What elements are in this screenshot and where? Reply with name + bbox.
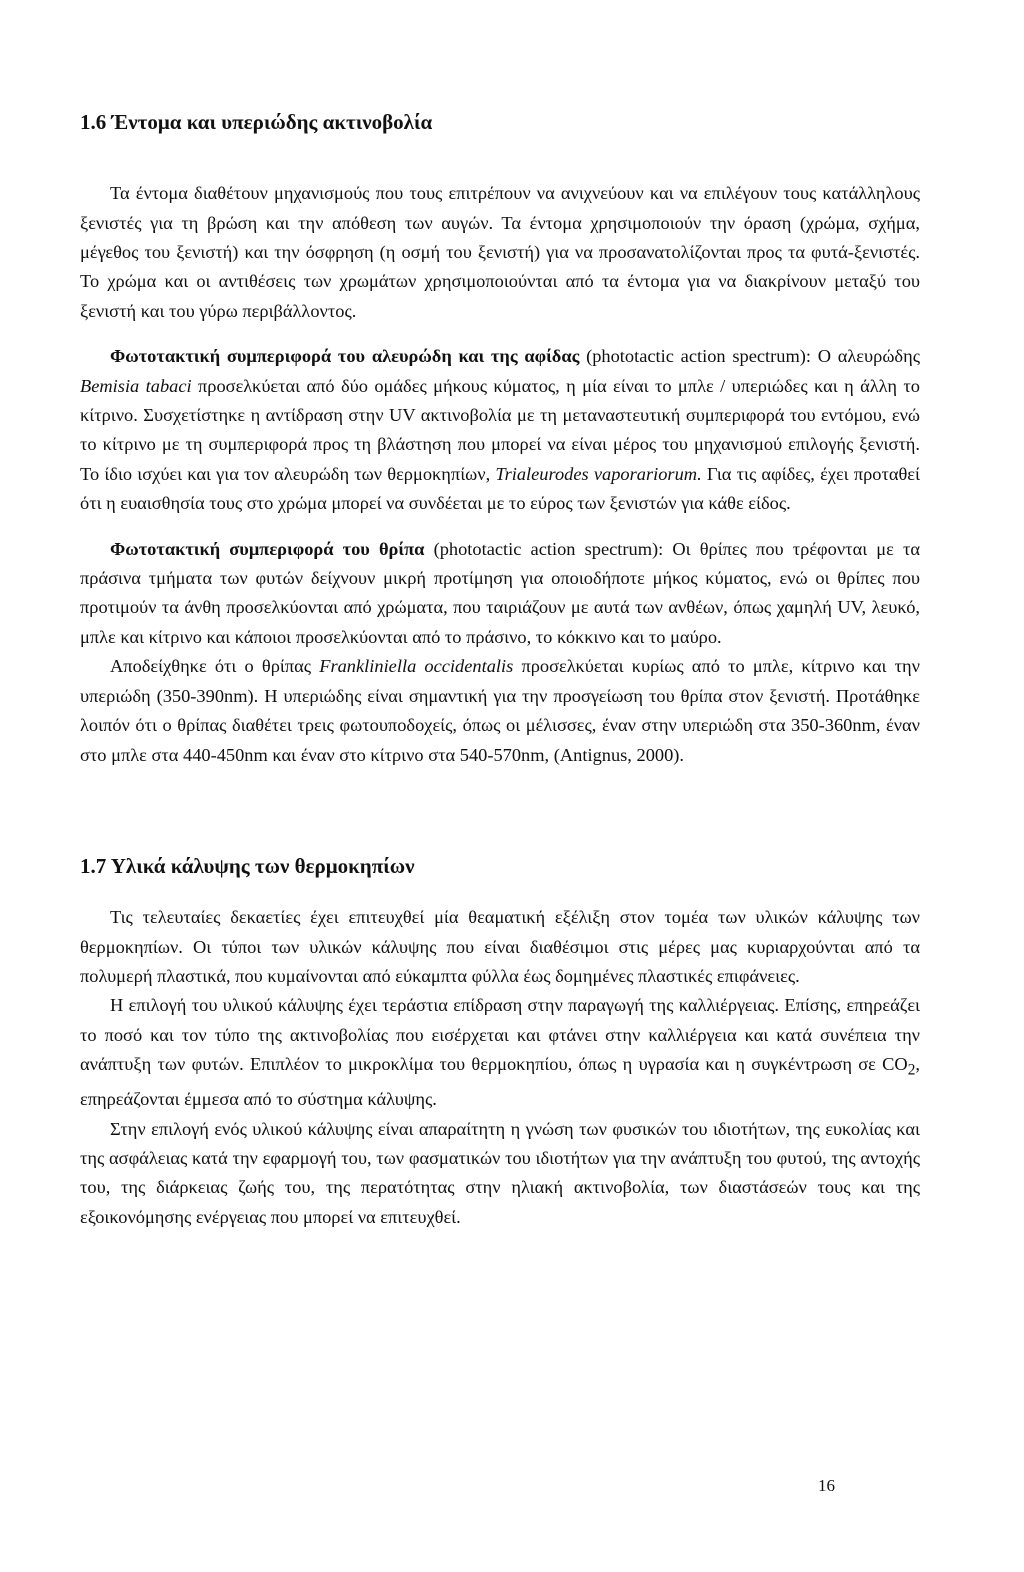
bold-term-whitefly-aphid: Φωτοτακτική συμπεριφορά του αλευρώδη και της αφίδας — [110, 346, 580, 367]
paragraph-frankliniella — [80, 652, 920, 770]
paragraph-insect-host-selection: Τα έντομα διαθέτουν μηχανισμούς που τους επιτρέπουν να ανιχνεύουν και να επιλέγουν τους κατάλληλους ξενιστές για τη βρώση και την απόθεση των αυγών. Τα έντομα χρησιμοποιούν την όραση (χρώμα, σχήμα, μέγεθος του ξενιστή) και την όσφρηση (η οσμή του ξενιστή) για να προσανατολίζονται προς τα φυτά-ξενιστές. Το χρώμα και οι αντιθέσεις των χρωμάτων χρησιμοποιούνται από τα έντομα για να διακρίνουν μεταξύ του ξενιστή και του γύρω περιβάλλοντος. — [80, 183, 920, 321]
species-name-frankliniella: Frankliniella occidentalis — [319, 656, 514, 677]
paragraph-whitefly-aphid-phototaxis — [80, 342, 920, 518]
document-page — [80, 110, 920, 1232]
paragraph-covering-selection: Στην επιλογή ενός υλικού κάλυψης είναι απαραίτητη η γνώση των φυσικών του ιδιοτήτων, της ευκολίας και της ασφάλειας κατά την εφαρμογή του, των φασματικών του ιδιοτήτων για την ανάπτυξη του φυτού, της αντοχής του, της διάρκειας ζωής του, της περατότητας στην ηλιακή ακτινοβολία, των διαστάσεών τους και της εξοικονόμησης ενέργειας που μπορεί να επιτευχθεί. — [80, 1118, 920, 1227]
page-number: 16 — [818, 1476, 835, 1495]
subscript-two: 2 — [907, 1061, 916, 1079]
bold-term-thrips: Φωτοτακτική συμπεριφορά του θρίπα — [110, 538, 425, 559]
species-name-trialeurodes: Trialeurodes vaporariorum. — [495, 463, 702, 484]
text-run: (phototactic action spectrum): Οι θρίπες που τρέφονται με τα πράσινα τμήματα των φυτών δείχνουν μικρή προτίμηση για οποιοδήποτε μήκος κύματος, ενώ οι θρίπες που προτιμούν τα άνθη προσελκύονται από χρώματα, που ταιριάζουν με αυτά των ανθέων, όπως χαμηλή UV, λευκό, μπλε και κίτρινο και κάποιοι προσελκύονται από το πράσινο, το κόκκινο και το μαύρο. — [80, 538, 921, 647]
text-run: προσελκύεται κυρίως από το μπλε, κίτρινο και την υπεριώδη (350-390nm). Η υπεριώδης είναι σημαντική για την προσγείωση του θρίπα στον ξενιστή. Προτάθηκε λοιπόν ότι ο θρίπας διαθέτει τρεις φωτουποδοχείς, όπως οι μέλισσες, έναν στην υπεριώδη στα 350-360nm, έναν στο μπλε στα 440-450nm και έναν στο κίτρινο στα 540-570nm, (Antignus, 2000). — [80, 656, 920, 765]
paragraph-covering-effects — [80, 991, 920, 1114]
text-run: Η επιλογή του υλικού κάλυψης έχει τεράστια επίδραση στην παραγωγή της καλλιέργειας. Επίσης, επηρεάζει το ποσό και τον τύπο της ακτινοβολίας που εισέρχεται και φτάνει στην καλλιέργεια και κατά συνέπεια την ανάπτυξη των φυτών. Επιπλέον το μικροκλίμα του θερμοκηπίου, όπως η υγρασία και η συγκέντρωση σε CO — [80, 995, 920, 1075]
paragraph-thrips-phototaxis — [80, 535, 920, 653]
text-run: προσελκύεται από δύο ομάδες μήκους κύματος, η μία είναι το μπλε / υπεριώδες και η άλλη το κίτρινο. Συσχετίστηκε η αντίδραση στην UV ακτινοβολία με τη μεταναστευτική συμπεριφορά του εντόμου, ενώ το κίτρινο με τη συμπεριφορά προς τη βλάστηση που μπορεί να είναι μέρος του μηχανισμού επιλογής ξενιστή. Το ίδιο ισχύει και για τον αλευρώδη των θερμοκηπίων, — [80, 375, 920, 484]
text-run: , επηρεάζονται έμμεσα από το σύστημα κάλυψης. — [80, 1054, 920, 1110]
section-heading-1-7: 1.7 Υλικά κάλυψης των θερμοκηπίων — [80, 853, 415, 878]
text-run: Για τις αφίδες, έχει προταθεί ότι η ευαισθησία τους στο χρώμα μπορεί να συνδέεται με το εύρος των ξενιστών για κάθε είδος. — [80, 463, 920, 514]
section-heading-1-6: 1.6 Έντομα και υπεριώδης ακτινοβολία — [80, 110, 433, 134]
species-name-bemisia: Bemisia tabaci — [80, 375, 192, 396]
text-run: Αποδείχθηκε ότι ο θρίπας — [110, 656, 320, 677]
paragraph-covering-materials: Τις τελευταίες δεκαετίες έχει επιτευχθεί μία θεαματική εξέλιξη στον τομέα των υλικών κάλυψης των θερμοκηπίων. Οι τύποι των υλικών κάλυψης που είναι διαθέσιμοι στις μέρες μας κυριαρχούνται από τα πολυμερή πλαστικά, που κυμαίνονται από εύκαμπτα φύλλα έως δομημένες πλαστικές επιφάνειες. — [80, 907, 920, 986]
text-run: (phototactic action spectrum): Ο αλευρώδης — [579, 346, 920, 367]
